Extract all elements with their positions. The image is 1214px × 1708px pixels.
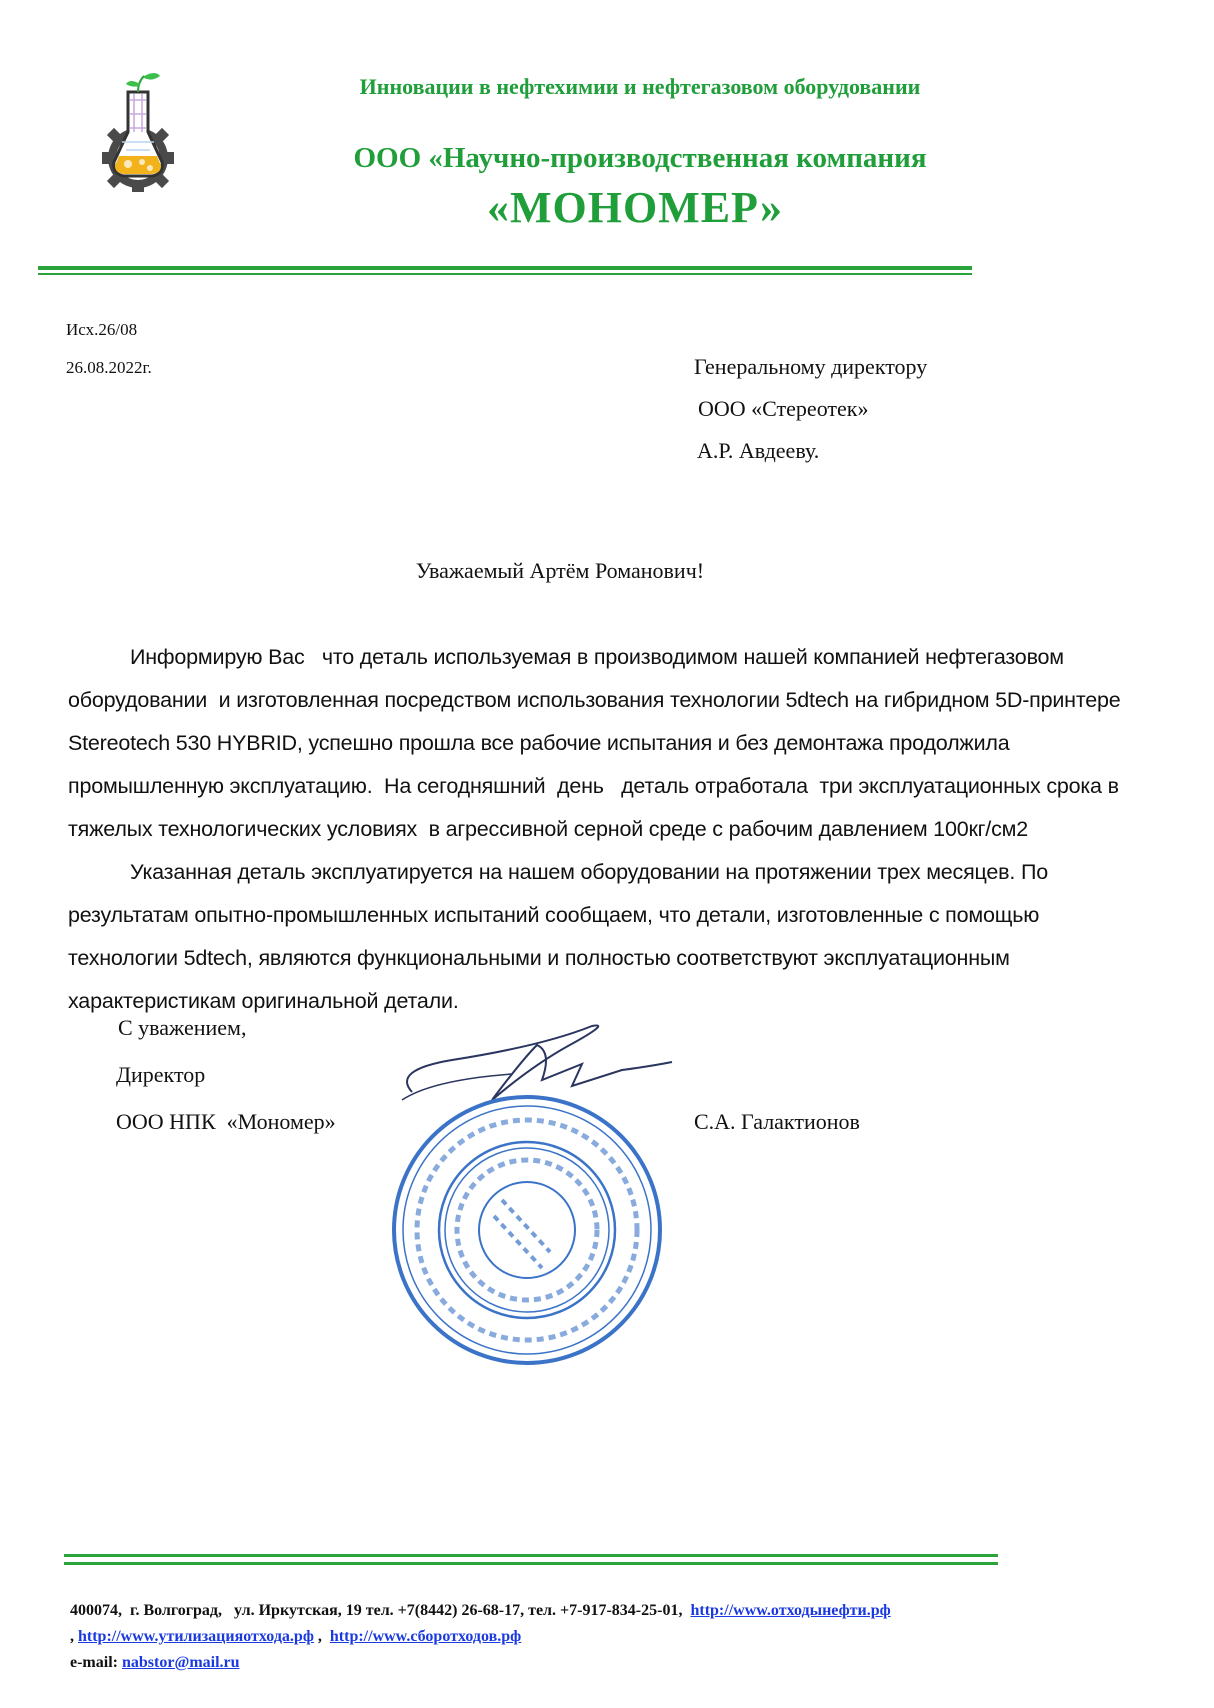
footer-line-3 bbox=[70, 1650, 1150, 1676]
closing-phrase: С уважением, bbox=[118, 1015, 247, 1040]
body-paragraph-2: Указанная деталь эксплуатируется на нашем оборудовании на протяжении трех месяцев. По результатам опытно-промышленных испытаний сообщаем, что детали, изготовленные с помощью технологии 5dtech, являются функциональными и полностью соответствуют эксплуатационным характеристикам оригинальной детали. bbox=[68, 860, 1048, 1013]
salutation: Уважаемый Артём Романович! bbox=[415, 558, 705, 583]
addressee-line-3: А.Р. Авдееву. bbox=[697, 438, 820, 463]
footer-link-1[interactable]: http://www.отходынефти.рф bbox=[690, 1602, 891, 1619]
leaf-icon bbox=[126, 73, 160, 92]
footer-link-3[interactable]: http://www.сборотходов.рф bbox=[329, 1628, 522, 1645]
footer-separator-1: , bbox=[70, 1628, 74, 1645]
header-divider-top bbox=[38, 266, 972, 270]
addressee-line-2: ООО «Стереотек» bbox=[698, 396, 869, 421]
company-name: ООО «Научно-производственная компания bbox=[353, 142, 927, 174]
header-divider-bottom bbox=[38, 273, 972, 275]
body-paragraph-1: Информирую Вас что деталь используемая в производимом нашей компанией нефтегазовом оборудовании и изготовленная посредством использования технологии 5dtech на гибридном 5D-принтере Stereotech 530 HYBRID, успешно прошла все рабочие испытания и без демонтажа продолжила промышленную эксплуатацию. На сегодняшний день деталь отработала три эксплуатационных срока в тяжелых технологических условиях в агрессивной серной среде с рабочим давлением 100кг/см2 bbox=[68, 645, 1127, 841]
footer-email-label: e-mail: bbox=[70, 1654, 118, 1671]
signature-graphic bbox=[402, 1025, 672, 1100]
seal-and-signature bbox=[372, 990, 682, 1380]
footer-divider-bottom bbox=[64, 1562, 998, 1565]
footer-link-2[interactable]: http://www.утилизацияотхода.рф bbox=[78, 1628, 314, 1645]
company-seal bbox=[394, 1097, 660, 1363]
company-tagline: Инновации в нефтехимии и нефтегазовом оборудовании bbox=[359, 74, 921, 99]
footer-address: 400074, г. Волгоград, ул. Иркутская, 19 тел. +7(8442) 26-68-17, тел. +7-917-834-25-01, bbox=[70, 1602, 683, 1619]
footer-email-link[interactable]: nabstor@mail.ru bbox=[121, 1654, 240, 1671]
signatory-org: ООО НПК «Мономер» bbox=[116, 1109, 336, 1134]
letter-date: 26.08.2022г. bbox=[66, 358, 152, 377]
addressee-block bbox=[694, 346, 1114, 472]
company-brand: «МОНОМЕР» bbox=[486, 183, 784, 232]
letter-body bbox=[68, 636, 1148, 1023]
signatory-title: Директор bbox=[116, 1062, 206, 1087]
outgoing-number: Исх.26/08 bbox=[66, 320, 138, 339]
footer-line-1 bbox=[70, 1598, 1150, 1624]
signature-block bbox=[116, 1004, 336, 1145]
footer-line-2 bbox=[70, 1624, 1150, 1650]
signatory-name: С.А. Галактионов bbox=[694, 1109, 860, 1134]
footer-contacts bbox=[70, 1598, 1150, 1676]
footer-divider-top bbox=[64, 1554, 998, 1557]
addressee-line-1: Генеральному директору bbox=[694, 354, 928, 379]
company-logo bbox=[92, 70, 184, 192]
footer-separator-2: , bbox=[317, 1628, 322, 1645]
